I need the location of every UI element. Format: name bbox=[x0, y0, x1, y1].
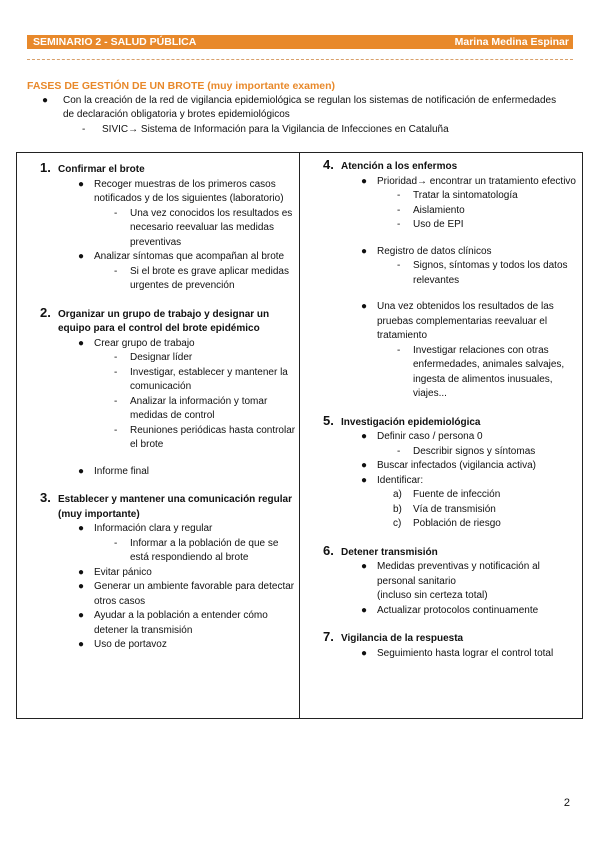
dash-icon: - bbox=[397, 204, 401, 216]
bullet-icon: ● bbox=[78, 639, 85, 650]
list-item: - Informar a la población de que se está respondiendo al brote bbox=[114, 537, 279, 563]
bullet-icon: ● bbox=[361, 431, 368, 442]
phase-1-title: 1. Confirmar el brote bbox=[40, 160, 145, 175]
phase-7-title: 7. Vigilancia de la respuesta bbox=[323, 629, 464, 644]
right-column bbox=[323, 157, 578, 661]
bullet-icon: ● bbox=[78, 251, 85, 262]
bullet-icon: ● bbox=[361, 175, 368, 187]
column-divider bbox=[299, 152, 300, 719]
dash-icon: - bbox=[114, 352, 118, 363]
header-title: SEMINARIO 2 - SALUD PÚBLICA bbox=[33, 36, 197, 48]
list-item: - Uso de EPI bbox=[323, 218, 578, 233]
list-item: b) Vía de transmisión bbox=[393, 503, 496, 515]
list-item: - Reuniones periódicas hasta controlar el brote bbox=[114, 424, 296, 450]
bullet-icon: ● bbox=[361, 647, 368, 659]
header-bar bbox=[27, 35, 573, 49]
list-item: a) Fuente de infección bbox=[393, 489, 501, 500]
dash-icon: - bbox=[397, 219, 401, 230]
list-item: ● Prioridad→ encontrar un tratamiento efectivo bbox=[323, 175, 578, 190]
bullet-icon: ● bbox=[78, 523, 85, 534]
bullet-icon: ● bbox=[78, 178, 85, 190]
phase-6-title: 6. Detener transmisión bbox=[323, 542, 438, 558]
list-item: ● Analizar síntomas que acompañan al brote bbox=[40, 250, 298, 265]
list-item: ● Actualizar protocolos continuamente bbox=[323, 604, 578, 619]
bullet-icon: ● bbox=[78, 581, 85, 592]
list-item: - Investigar, establecer y mantener la comunicación bbox=[114, 366, 288, 392]
page-number: 2 bbox=[563, 797, 570, 809]
bullet-icon: ● bbox=[361, 474, 368, 486]
list-item: - Una vez conocidos los resultados es necesario reevaluar las medidas preventivas bbox=[114, 207, 293, 248]
list-item: ● Registro de datos clínicos bbox=[323, 245, 578, 260]
phase-5-title: 5. Investigación epidemiológica bbox=[323, 412, 481, 428]
list-item: ● Información clara y regular bbox=[40, 522, 298, 537]
header-author: Marina Medina Espinar bbox=[454, 36, 569, 48]
dash-icon: - bbox=[397, 344, 401, 356]
bullet-icon: ● bbox=[361, 245, 368, 257]
bullet-icon: ● bbox=[361, 561, 368, 572]
dash-icon: - bbox=[114, 395, 118, 407]
bullet-icon: ● bbox=[42, 95, 49, 106]
list-item: c) Población de riesgo bbox=[393, 518, 501, 529]
list-item: ● Buscar infectados (vigilancia activa) bbox=[323, 459, 578, 474]
list-item: ● Evitar pánico bbox=[40, 566, 298, 581]
dash-icon: - bbox=[114, 207, 118, 219]
dash-icon: - bbox=[114, 537, 118, 549]
phase-4-title: 4. Atención a los enfermos bbox=[323, 157, 458, 172]
dash-icon: - bbox=[114, 265, 118, 277]
dash-icon: - bbox=[114, 424, 118, 436]
bullet-icon: ● bbox=[78, 465, 85, 477]
bullet-icon: ● bbox=[361, 604, 368, 616]
list-item: ● Uso de portavoz bbox=[40, 638, 298, 653]
header-divider bbox=[27, 59, 573, 60]
list-item: ● Medidas preventivas y notificación al personal sanitario (incluso sin certeza total) bbox=[361, 561, 540, 601]
phase-3-title: 3. Establecer y mantener una comunicación regular (muy importante) bbox=[40, 490, 292, 520]
intro-sub-item: - SIVIC→ Sistema de Información para la Vigilancia de Infecciones en Cataluña bbox=[82, 124, 449, 135]
list-item: ● Informe final bbox=[40, 465, 298, 480]
bullet-icon: ● bbox=[78, 566, 85, 578]
list-item: ● Identificar: bbox=[323, 474, 578, 489]
list-item: - Designar líder bbox=[40, 351, 298, 366]
section-title: FASES DE GESTIÓN DE UN BROTE (muy importante examen) bbox=[27, 80, 336, 92]
dash-icon: - bbox=[114, 366, 118, 378]
list-item: - Describir signos y síntomas bbox=[323, 445, 578, 460]
bullet-icon: ● bbox=[78, 337, 85, 349]
left-column bbox=[40, 160, 298, 653]
list-item: - Si el brote es grave aplicar medidas urgentes de prevención bbox=[114, 265, 289, 291]
bullet-icon: ● bbox=[361, 460, 368, 471]
list-item: ● Recoger muestras de los primeros casos notificados y de los siguientes (laboratorio) bbox=[78, 178, 284, 204]
list-item: - Analizar la información y tomar medidas de control bbox=[114, 395, 268, 421]
list-item: ● Una vez obtenidos los resultados de las pruebas complementarias reevaluar el tratamiento bbox=[361, 301, 554, 341]
phase-2-title: 2. Organizar un grupo de trabajo y designar un equipo para el control del brote epidémico bbox=[40, 304, 270, 334]
list-item: ● Ayudar a la población a entender cómo detener la transmisión bbox=[78, 610, 268, 636]
list-item: - Aislamiento bbox=[323, 204, 578, 219]
list-item: - Investigar relaciones con otras enfermedades, animales salvajes, ingesta de alimentos inusuales, viajes... bbox=[397, 344, 565, 399]
list-item: ● Crear grupo de trabajo bbox=[40, 337, 298, 352]
bullet-icon: ● bbox=[361, 301, 368, 312]
list-item: ● Generar un ambiente favorable para detectar otros casos bbox=[78, 581, 295, 607]
dash-icon: - bbox=[397, 190, 401, 201]
list-item: - Tratar la sintomatología bbox=[323, 189, 578, 204]
bullet-icon: ● bbox=[78, 610, 85, 621]
dash-icon: - bbox=[82, 124, 86, 135]
intro-bullet: ● Con la creación de la red de vigilancia epidemiológica se regulan los sistemas de notificación de enfermedades de declaración obligatoria y brotes epidemiológicos bbox=[42, 95, 557, 120]
list-item: - Signos, síntomas y todos los datos relevantes bbox=[397, 260, 568, 286]
list-item: ● Seguimiento hasta lograr el control total bbox=[323, 647, 578, 662]
list-item: ● Definir caso / persona 0 bbox=[323, 430, 578, 445]
dash-icon: - bbox=[397, 445, 401, 457]
dash-icon: - bbox=[397, 260, 401, 271]
